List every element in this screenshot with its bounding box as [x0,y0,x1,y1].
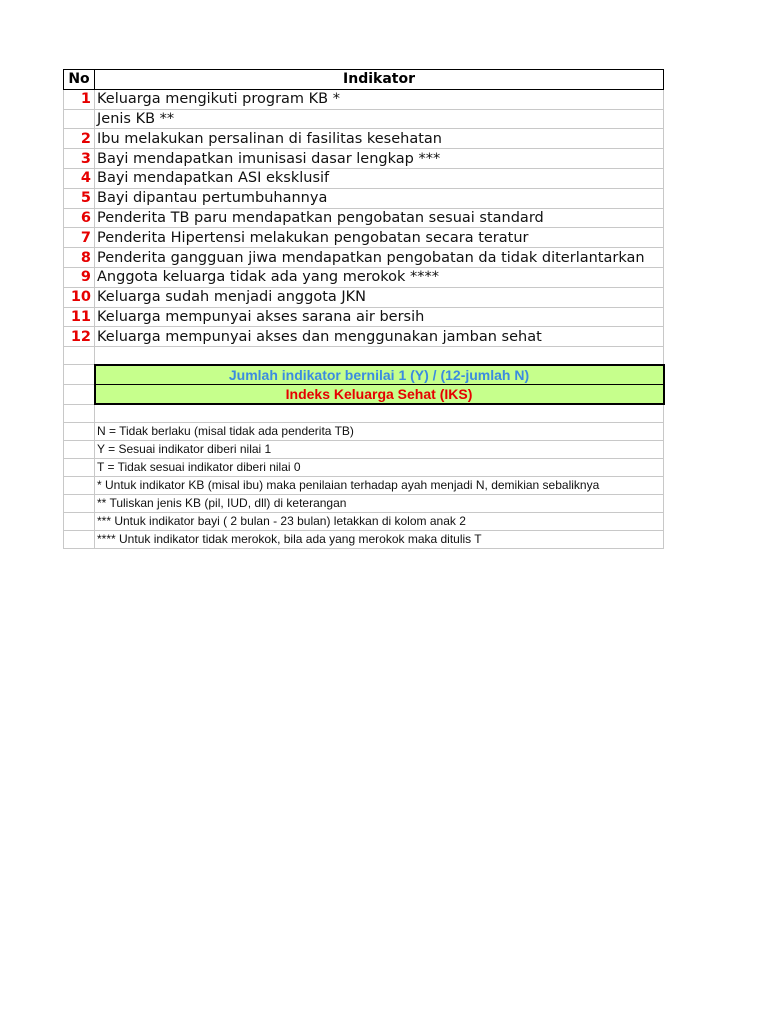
row-indikator: Bayi mendapatkan ASI eksklusif [95,168,664,188]
empty-cell [64,422,95,440]
note-text: T = Tidak sesuai indikator diberi nilai 0 [95,458,664,476]
empty-cell [64,476,95,494]
header-indikator: Indikator [95,70,664,90]
table-row [64,149,664,169]
empty-cell [64,494,95,512]
header-no: No [64,70,95,90]
table-row [64,129,664,149]
row-number [64,109,95,129]
table-row [64,168,664,188]
row-number: 6 [64,208,95,228]
row-indikator: Jenis KB ** [95,109,664,129]
note-text: Y = Sesuai indikator diberi nilai 1 [95,440,664,458]
empty-cell [64,404,95,422]
row-number: 8 [64,248,95,268]
row-indikator: Penderita TB paru mendapatkan pengobatan sesuai standard [95,208,664,228]
row-indikator: Keluarga sudah menjadi anggota JKN [95,287,664,307]
note-row [64,440,664,458]
row-indikator: Anggota keluarga tidak ada yang merokok **** [95,267,664,287]
row-number: 12 [64,327,95,347]
note-text: *** Untuk indikator bayi ( 2 bulan - 23 bulan) letakkan di kolom anak 2 [95,512,664,530]
note-row [64,512,664,530]
empty-cell [64,512,95,530]
table-row [64,228,664,248]
table-row [64,208,664,228]
table-row [64,327,664,347]
note-row [64,476,664,494]
table-row [64,287,664,307]
indikator-table [63,69,665,549]
iks-label: Indeks Keluarga Sehat (IKS) [95,384,664,404]
table-header [64,70,664,90]
row-number: 7 [64,228,95,248]
row-indikator: Penderita Hipertensi melakukan pengobatan secara teratur [95,228,664,248]
note-text: **** Untuk indikator tidak merokok, bila ada yang merokok maka ditulis T [95,530,664,548]
empty-cell [64,530,95,548]
empty-cell [64,347,95,365]
row-indikator: Ibu melakukan persalinan di fasilitas kesehatan [95,129,664,149]
row-number: 3 [64,149,95,169]
empty-cell [64,440,95,458]
empty-cell [64,365,95,385]
row-number: 11 [64,307,95,327]
summary-row-jumlah [64,365,664,385]
row-indikator: Bayi mendapatkan imunisasi dasar lengkap *** [95,149,664,169]
jumlah-indikator-label: Jumlah indikator bernilai 1 (Y) / (12-jumlah N) [95,365,664,385]
summary-row-iks [64,384,664,404]
table-row [64,267,664,287]
row-number: 9 [64,267,95,287]
note-text: N = Tidak berlaku (misal tidak ada penderita TB) [95,422,664,440]
table-row [64,307,664,327]
empty-cell [95,404,664,422]
empty-cell [95,347,664,365]
table-row [64,248,664,268]
row-indikator: Keluarga mengikuti program KB * [95,89,664,109]
empty-cell [64,458,95,476]
row-number: 10 [64,287,95,307]
row-number: 4 [64,168,95,188]
row-indikator: Keluarga mempunyai akses dan menggunakan jamban sehat [95,327,664,347]
note-row [64,530,664,548]
blank-row [64,404,664,422]
table-row [64,89,664,109]
table-row [64,188,664,208]
row-number: 2 [64,129,95,149]
row-indikator: Bayi dipantau pertumbuhannya [95,188,664,208]
empty-cell [64,384,95,404]
note-row [64,458,664,476]
note-text: ** Tuliskan jenis KB (pil, IUD, dll) di keterangan [95,494,664,512]
row-number: 1 [64,89,95,109]
note-row [64,494,664,512]
row-indikator: Penderita gangguan jiwa mendapatkan pengobatan da tidak diterlantarkan [95,248,664,268]
blank-row [64,347,664,365]
row-indikator: Keluarga mempunyai akses sarana air bersih [95,307,664,327]
table-row [64,109,664,129]
row-number: 5 [64,188,95,208]
note-row [64,422,664,440]
note-text: * Untuk indikator KB (misal ibu) maka penilaian terhadap ayah menjadi N, demikian sebaliknya [95,476,664,494]
